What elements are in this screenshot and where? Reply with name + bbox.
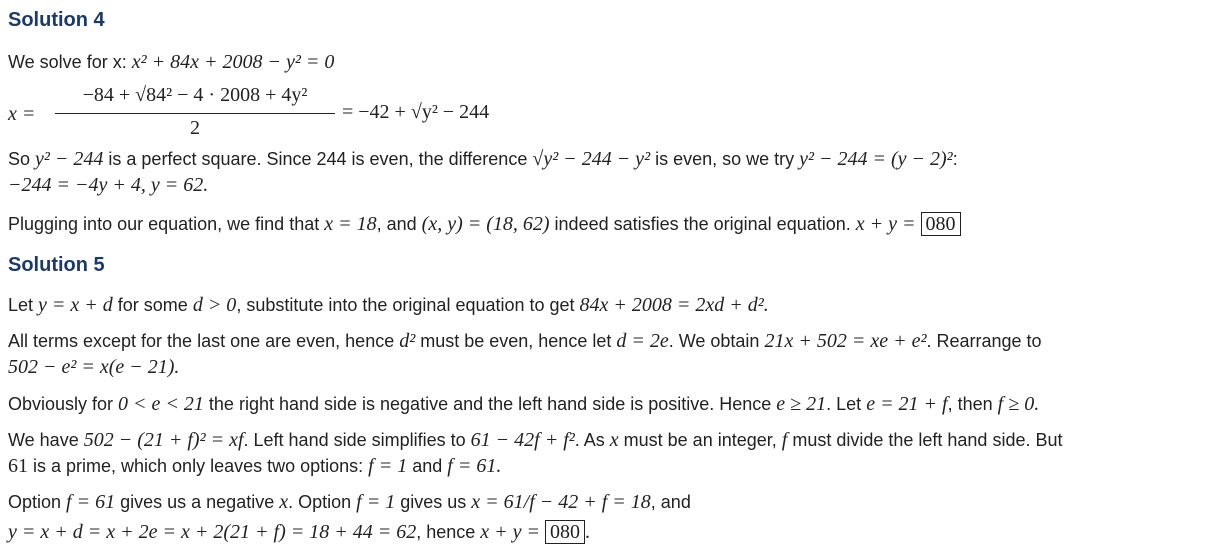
fraction-lhs — [8, 103, 35, 125]
text: We have — [8, 430, 84, 450]
text: Option — [8, 492, 67, 512]
equation: −244 = −4y + 4, y = 62. — [8, 174, 209, 196]
equation: y = x + d — [38, 294, 113, 316]
equation: x + y = — [855, 213, 916, 235]
equation: 84x + 2008 = 2xd + d². — [579, 294, 769, 316]
solution-5-para-4-line-2 — [8, 455, 501, 477]
solution-5-para-3 — [8, 393, 1039, 415]
equation: 21x + 502 = xe + e² — [764, 330, 927, 352]
text: is a perfect square. Since 244 is even, the difference — [103, 149, 533, 169]
equation: √y² − 244 − y² — [532, 148, 651, 170]
text: Let — [8, 295, 39, 315]
equation: 0 < e < 21 — [118, 393, 204, 415]
equation: x = — [8, 103, 36, 125]
solution-4-line-5 — [8, 213, 961, 235]
fraction-rhs — [342, 101, 489, 123]
text: must divide the left hand side. But — [787, 430, 1063, 450]
text: and — [407, 456, 448, 476]
fraction-denominator — [55, 117, 335, 140]
solution-5-para-4 — [8, 429, 1063, 451]
equation: d > 0 — [192, 294, 237, 316]
text: , hence — [416, 522, 481, 542]
equation: d = 2e — [616, 330, 669, 352]
text: . Left hand side simplifies to — [243, 430, 471, 450]
solution-5-para-1 — [8, 294, 769, 316]
text: must be an integer, — [618, 430, 782, 450]
equation: x = 18 — [324, 213, 377, 235]
text: is even, so we try — [650, 149, 800, 169]
equation: f ≥ 0. — [997, 393, 1040, 415]
text: We solve for x: — [8, 52, 132, 72]
equation: y = x + d = x + 2e = x + 2(21 + f) = 18 + 44 = 62 — [8, 521, 417, 543]
equation: e ≥ 21 — [776, 393, 827, 415]
equation: 61 − 42f + f² — [470, 429, 575, 451]
text: Plugging into our equation, we find that — [8, 214, 325, 234]
numerator-expr: −84 + √84² − 4 · 2008 + 4y² — [82, 84, 308, 106]
equation: y² − 244 — [35, 148, 104, 170]
text: the right hand side is negative and the left hand side is positive. Hence — [203, 394, 777, 414]
solution-4-line-1 — [8, 51, 334, 73]
text: . Rearrange to — [926, 331, 1042, 351]
solution-4-line-4 — [8, 174, 208, 196]
text: is a prime, which only leaves two options: — [28, 456, 369, 476]
equation: x — [279, 491, 289, 513]
equation: x² + 84x + 2008 − y² = 0 — [131, 51, 335, 73]
solution-4-line-3 — [8, 148, 958, 170]
text: . Option — [288, 492, 357, 512]
equation: x = 61/f − 42 + f = 18 — [471, 491, 651, 513]
text: : — [952, 149, 958, 169]
text: Obviously for — [8, 394, 119, 414]
text: . As — [574, 430, 610, 450]
text: , and — [376, 214, 422, 234]
text: for some — [112, 295, 193, 315]
period: . — [585, 521, 591, 543]
text: , then — [947, 394, 998, 414]
solution-5-para-5 — [8, 491, 691, 513]
equation: = −42 + √y² − 244 — [342, 101, 490, 123]
solution-4-heading: Solution 4 — [8, 9, 105, 31]
equation: (x, y) = (18, 62) — [421, 213, 550, 235]
equation: f = 1 — [356, 491, 396, 513]
equation: x + y = — [480, 521, 541, 543]
text: . Let — [826, 394, 867, 414]
boxed-answer: 080 — [545, 520, 585, 544]
equation: e = 21 + f — [866, 393, 948, 415]
equation: f = 61 — [66, 491, 116, 513]
equation: 61 — [8, 455, 28, 477]
text: , substitute into the original equation to get — [236, 295, 580, 315]
text: All terms except for the last one are even, hence — [8, 331, 400, 351]
equation: d² — [399, 330, 416, 352]
text: indeed satisfies the original equation. — [549, 214, 856, 234]
solution-5-para-5-line-2 — [8, 521, 590, 543]
solution-5-heading: Solution 5 — [8, 254, 105, 276]
solution-5-para-2 — [8, 330, 1042, 352]
text: must be even, hence let — [415, 331, 617, 351]
text: gives us — [395, 492, 472, 512]
text: gives us a negative — [115, 492, 280, 512]
equation: 502 − e² = x(e − 21). — [8, 356, 180, 378]
solution-5-para-2-line-2 — [8, 356, 179, 378]
equation: f = 1 — [368, 455, 408, 477]
boxed-answer: 080 — [921, 212, 961, 236]
equation: x — [609, 429, 619, 451]
denominator-expr: 2 — [190, 117, 200, 139]
fraction-numerator — [55, 84, 335, 107]
equation: 502 − (21 + f)² = xf — [83, 429, 244, 451]
equation: y² − 244 = (y − 2)² — [799, 148, 953, 170]
text: . We obtain — [668, 331, 765, 351]
text: , and — [650, 492, 691, 512]
fraction-bar — [55, 113, 335, 114]
text: So — [8, 149, 36, 169]
equation: f = 61. — [447, 455, 502, 477]
equation: f — [781, 429, 788, 451]
